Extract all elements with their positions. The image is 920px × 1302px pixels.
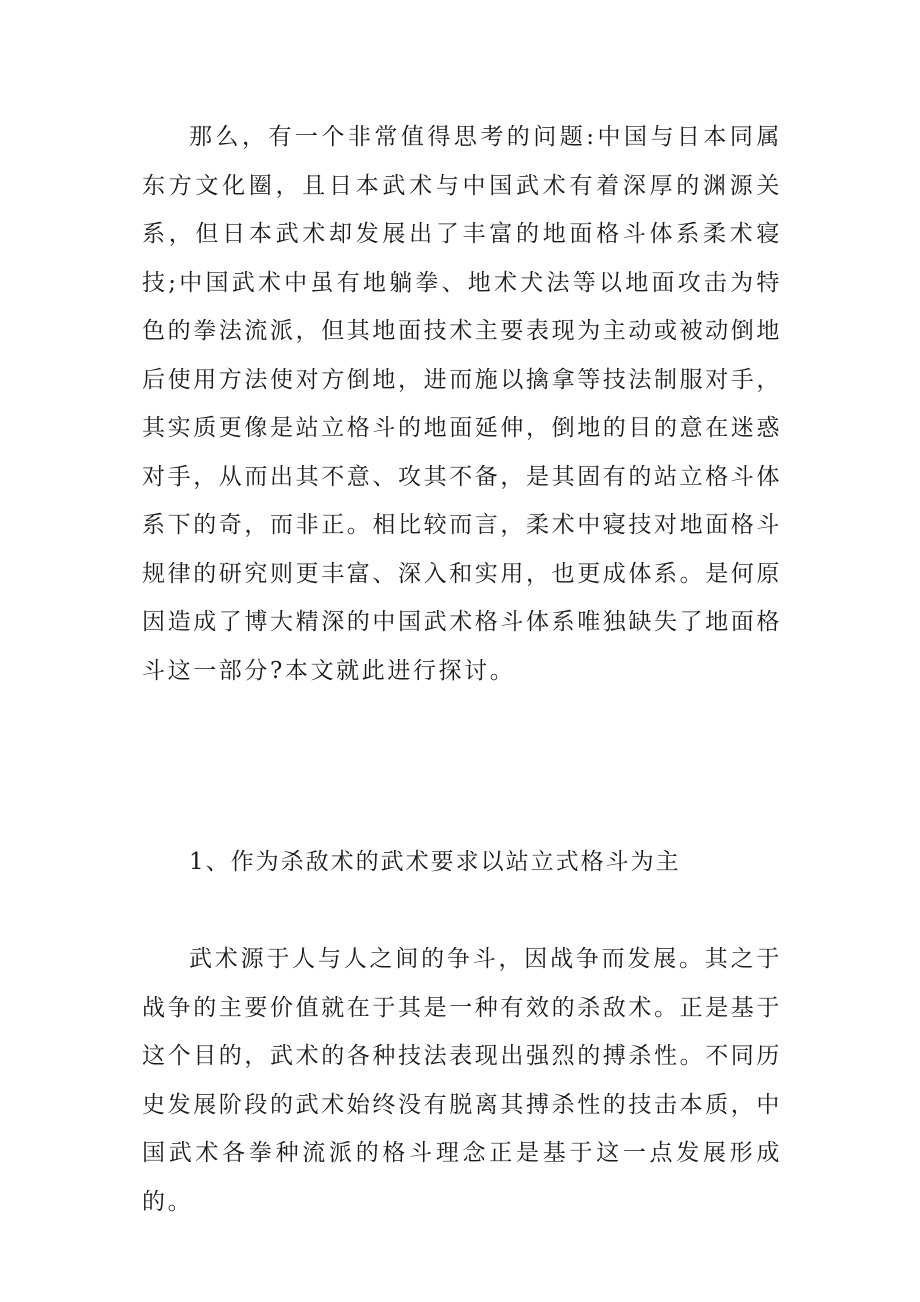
section-heading: 1、作为杀敌术的武术要求以站立式格斗为主 bbox=[189, 849, 681, 875]
intro-paragraph: 那么，有一个非常值得思考的问题:中国与日本同属东方文化圈，且日本武术与中国武术有着深厚的渊源关系，但日本武术却发展出了丰富的地面格斗体系柔术寝技;中国武术中虽有地躺拳、地术犬法等以地面攻击为特色的拳法流派，但其地面技术主要表现为主动或被动倒地后使用方法使对方倒地，进而施以擒拿等技法制服对手，其实质更像是站立格斗的地面延伸，倒地的目的意在迷惑对手，从而出其不意、攻其不备，是其固有的站立格斗体系下的奇，而非正。相比较而言，柔术中寝技对地面格斗规律的研究则更丰富、深入和实用，也更成体系。是何原因造成了博大精深的中国武术格斗体系唯独缺失了地面格斗这一部分?本文就此进行探讨。 bbox=[142, 124, 782, 684]
body-paragraph: 武术源于人与人之间的争斗，因战争而发展。其之于战争的主要价值就在于其是一种有效的杀敌术。正是基于这个目的，武术的各种技法表现出强烈的搏杀性。不同历史发展阶段的武术始终没有脱离其搏杀性的技击本质，中国武术各拳种流派的格斗理念正是基于这一点发展形成的。 bbox=[142, 946, 782, 1215]
